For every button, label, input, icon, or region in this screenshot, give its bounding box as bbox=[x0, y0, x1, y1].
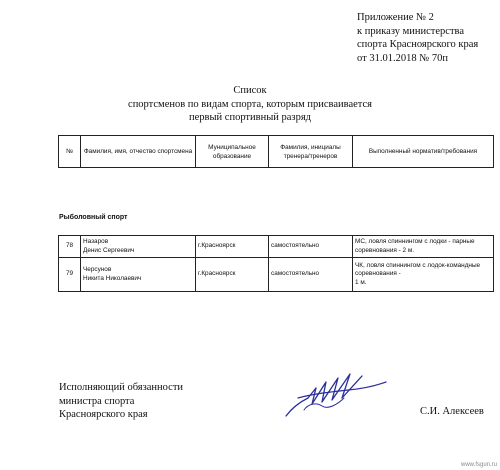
signer-line: Красноярского края bbox=[59, 409, 148, 420]
norm-line: МС, ловля спиннингом с лодки - парные bbox=[355, 238, 475, 245]
cell-num: 79 bbox=[59, 258, 81, 292]
signer-position bbox=[59, 381, 183, 422]
cell-name bbox=[81, 258, 196, 292]
header-norm: Выполненный норматив/требования bbox=[353, 136, 494, 168]
cell-norm bbox=[353, 236, 494, 258]
table-header-row bbox=[59, 136, 494, 168]
appendix-line: от 31.01.2018 № 70п bbox=[357, 52, 448, 64]
document-title bbox=[0, 84, 500, 125]
athlete-given-name: Денис Сергеевич bbox=[83, 246, 135, 254]
athlete-surname: Назаров bbox=[83, 238, 109, 245]
table-row bbox=[59, 258, 494, 292]
cell-num: 78 bbox=[59, 236, 81, 258]
cell-coach: самостоятельно bbox=[269, 258, 353, 292]
signer-name: С.И. Алексеев bbox=[420, 406, 484, 417]
appendix-line: Приложение № 2 bbox=[357, 12, 434, 23]
watermark: www.fsgun.ru bbox=[460, 462, 497, 468]
norm-line: ЧК, ловля спиннингом с лодок-командные bbox=[355, 261, 481, 269]
athletes-table-header bbox=[58, 135, 494, 168]
header-num: № bbox=[59, 136, 81, 168]
title-line: первый спортивный разряд bbox=[189, 112, 311, 123]
norm-line: 1 м. bbox=[355, 278, 367, 286]
header-municipality: Муниципальное образование bbox=[196, 136, 269, 168]
appendix-line: к приказу министерства bbox=[357, 25, 465, 37]
norm-line: соревнования - 2 м. bbox=[355, 246, 415, 254]
signer-line: Исполняющий обязанности bbox=[59, 382, 184, 393]
cell-norm bbox=[353, 258, 494, 292]
signature-stroke bbox=[298, 382, 386, 398]
header-name: Фамилия, имя, отчество спортсмена bbox=[81, 136, 196, 168]
title-line: Список bbox=[233, 85, 267, 96]
athlete-surname: Черсунов bbox=[83, 266, 112, 273]
cell-municipality: г.Красноярск bbox=[196, 258, 269, 292]
norm-line: соревнования - bbox=[355, 270, 401, 278]
athletes-table-body bbox=[58, 235, 494, 292]
athlete-given-name: Никита Николаевич bbox=[83, 274, 142, 282]
cell-coach: самостоятельно bbox=[269, 236, 353, 258]
cell-municipality: г.Красноярск bbox=[196, 236, 269, 258]
header-coach: Фамилия, инициалы тренера/тренеров bbox=[269, 136, 353, 168]
signature-stroke bbox=[286, 374, 362, 416]
title-line: спортсменов по видам спорта, которым присваивается bbox=[128, 98, 372, 110]
handwritten-signature bbox=[282, 368, 392, 420]
appendix-line: спорта Красноярского края bbox=[357, 39, 479, 50]
signer-line: министра спорта bbox=[59, 395, 135, 407]
cell-name bbox=[81, 236, 196, 258]
sport-section-title: Рыболовный спорт bbox=[59, 214, 128, 221]
table-row bbox=[59, 236, 494, 258]
appendix-block bbox=[357, 11, 478, 65]
